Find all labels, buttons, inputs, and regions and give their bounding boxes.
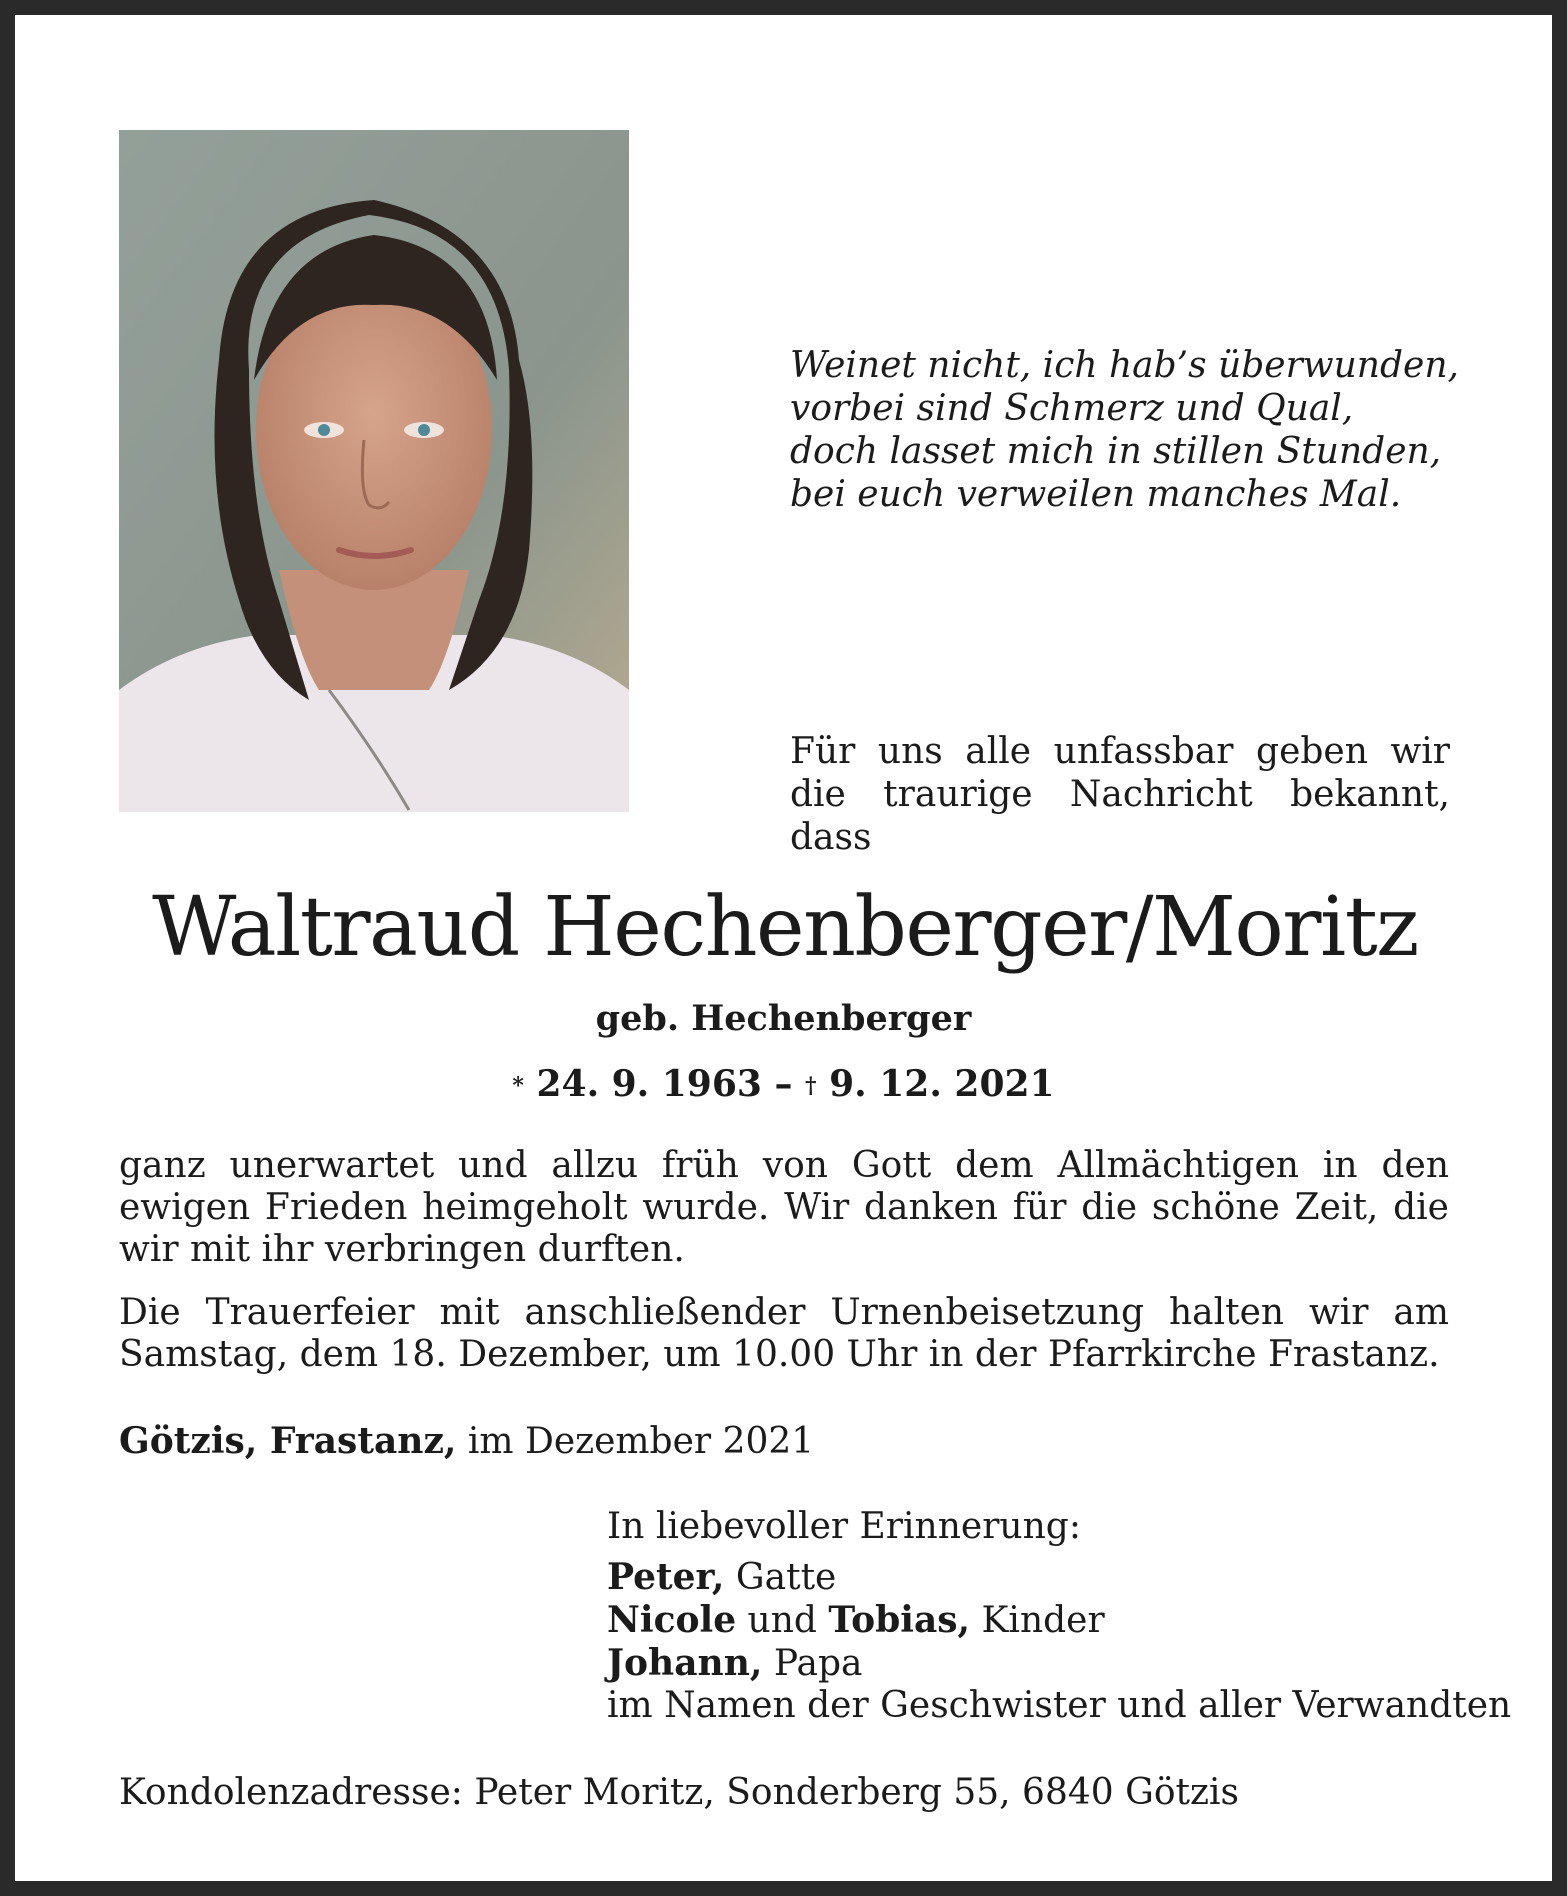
funeral-paragraph: Die Trauerfeier mit anschließender Urnenbeisetzung halten wir am Samstag, dem 18. Dezember, um 10.00 Uhr in der Pfarrkirche Frastanz. [119, 1292, 1449, 1375]
portrait-photo [119, 130, 629, 812]
birth-date: 24. 9. 1963 [536, 1063, 762, 1105]
family-member-name: Johann, [607, 1642, 763, 1684]
family-member-name: Nicole [607, 1599, 737, 1641]
family-member-role: Gatte [735, 1557, 837, 1598]
family-row-johann [607, 1642, 1511, 1685]
maiden-name: geb. Hechenberger [595, 998, 972, 1039]
family-member-name: Tobias, [828, 1599, 971, 1641]
family-member-role: Papa [773, 1643, 863, 1684]
family-member-role: Kinder [981, 1600, 1105, 1641]
announcement-paragraph: ganz unerwartet und allzu früh von Gott dem Allmächtigen in den ewigen Frieden heimgeholt wurde. Wir danken für die schöne Zeit, die wir mit ihr verbringen durften. [119, 1145, 1449, 1270]
family-block [607, 1506, 1511, 1727]
life-dates [0, 1063, 1567, 1105]
poem-line: doch lasset mich in stillen Stunden, [790, 431, 1442, 472]
intro-text: Für uns alle unfassbar geben wir die traurige Nachricht bekannt, dass [790, 731, 1450, 858]
condolence-address: Kondolenzadresse: Peter Moritz, Sonderberg 55, 6840 Götzis [119, 1772, 1239, 1813]
deceased-name: Waltraud Hechenberger/Moritz [152, 880, 1418, 975]
poem-line: bei euch verweilen manches Mal. [790, 474, 1402, 515]
death-symbol: † [805, 1073, 817, 1099]
birth-symbol: * [512, 1073, 524, 1099]
poem-line: Weinet nicht, ich hab’s überwunden, [790, 345, 1459, 386]
poem-line: vorbei sind Schmerz und Qual, [790, 388, 1354, 429]
family-row-children [607, 1599, 1511, 1642]
conjunction: und [747, 1600, 817, 1641]
place-date-text: im Dezember 2021 [467, 1421, 815, 1462]
family-heading: In liebevoller Erinnerung: [607, 1506, 1081, 1547]
poem [790, 344, 1459, 516]
death-date: 9. 12. 2021 [829, 1063, 1055, 1105]
place-names: Götzis, Frastanz, [119, 1420, 457, 1462]
place-date [119, 1420, 814, 1463]
family-member-name: Peter, [607, 1556, 725, 1598]
family-closing: im Namen der Geschwister und aller Verwandten [607, 1685, 1512, 1726]
family-row-peter [607, 1556, 1511, 1599]
date-separator: – [774, 1063, 793, 1105]
